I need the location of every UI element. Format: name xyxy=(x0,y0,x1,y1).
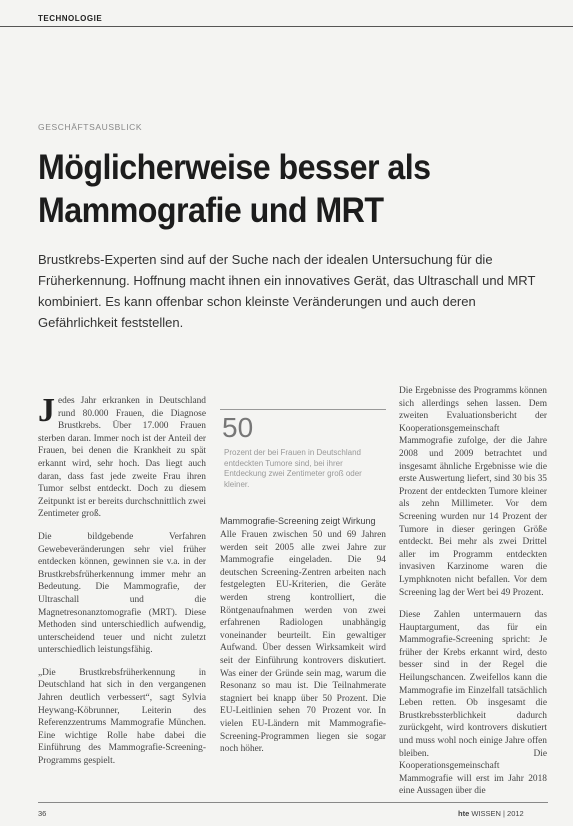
pull-quote-text: Prozent der bei Frauen in Deutschland entdeckten Tumore sind, bei ihrer Entdeckung zwei Zentimeter groß oder kleiner. xyxy=(224,448,362,489)
column-2 xyxy=(220,515,386,766)
pull-quote-rule xyxy=(220,409,386,410)
paragraph: Die Ergebnisse des Programms können sich allerdings sehen lassen. Dem zweiten Evaluationsbericht der Kooperationsgemeinschaft Mammografie zufolge, der die Jahre 2008 und 2009 betrachtet und insgesamt ähnliche Ergebnisse wie die erste Auswertung liefert, sind 30 bis 35 Prozent der entdeckten Tumore kleiner als zehn Millimeter. Vor dem Screening wurden nur 14 Prozent der Tumore in dieser geringen Größe entdeckt. Bei mehr als zwei Drittel aller im Programm entdeckten invasiven Karzinome waren die Lymphknoten nicht befallen. Vor dem Screening lag der Wert bei 49 Prozent. xyxy=(399,386,547,598)
journal-name: hte xyxy=(458,809,470,818)
page-number: 36 xyxy=(38,809,47,818)
top-rule xyxy=(0,26,573,27)
paragraph-text: edes Jahr erkranken in Deutschland rund 80.000 Frauen, die Diagnose Brustkrebs. Über 17.000 Frauen sterben daran. Immer noch ist der Anteil der Frauen, bei denen die Krankheit zu spät erkannt wird, sehr hoch. Das liegt auch daran, dass fast jede zweite Frau ihren Tumor selbst entdeckt. Doch zu diesem Zeitpunkt ist er bereits durchschnittlich zwei Zentimeter groß. xyxy=(38,396,206,520)
drop-cap: J xyxy=(38,392,55,429)
bottom-rule xyxy=(38,802,548,803)
column-1 xyxy=(38,392,206,778)
journal-footer xyxy=(458,809,524,818)
paragraph xyxy=(38,392,206,521)
paragraph: Alle Frauen zwischen 50 und 69 Jahren werden seit 2005 alle zwei Jahre zur Mammografie eingeladen. Die 94 deutschen Screening-Zentren arbeiten nach festgelegten EU-Kriterien, die Geräte werden streng kontrolliert, die Röntgenaufnahmen werden von zwei erfahrenen Radiologen unabhängig voneinander beurteilt. Ein gewaltiger Aufwand. Über dessen Wirksamkeit wird seit der Einführung kontrovers diskutiert. Was einer der Gründe sein mag, warum die Resonanz so mau ist. Die Teilnahmerate stagniert bei knapp über 50 Prozent. Die EU-Leitlinien sehen 70 Prozent vor. In vielen EU-Ländern mit Mammografie-Screening-Programmen liegen sie sogar noch höher. xyxy=(220,530,386,755)
lead-paragraph: Brustkrebs-Experten sind auf der Suche nach der idealen Untersuchung für die Früherkennung. Hoffnung macht ihnen ein innovatives Gerät, das Ultraschall und MRT kombiniert. Es kann offenbar schon kleinste Veränderungen und auch deren Gefährlichkeit feststellen. xyxy=(38,252,536,330)
sub-heading: Mammografie-Screening zeigt Wirkung xyxy=(220,516,376,526)
paragraph: Diese Zahlen untermauern das Hauptargument, das für ein Mammografie-Screening spricht: Je früher der Krebs erkannt wird, desto besser sind in der Regel die Heilungschancen. Zweifellos kann die Mammografie im Einzelfall tatsächlich Leben retten. Ob insgesamt die Brustkrebssterblichkeit dadurch zurückgeht, wird kontrovers diskutiert und muss wohl noch einige Jahre offen bleiben. Die Kooperationsgemeinschaft Mammografie will erst im Jahr 2018 eine Aussagen über die xyxy=(399,610,547,797)
column-3 xyxy=(399,385,547,808)
kicker: GESCHÄFTSAUSBLICK xyxy=(38,122,143,132)
headline: Möglicherweise besser als Mammografie und MRT xyxy=(38,148,431,230)
paragraph: Die bildgebende Verfahren Gewebeveränderungen sehr viel früher entdecken können, gewinnen sie v.a. in der Brustkrebsfrüherkennung immer mehr an Bedeutung. Die Mammografie, der Ultraschall und die Magnetresonanztomografie (MRT). Diese Methoden sind unterschiedlich aufwendig, unterscheidend teuer und nicht zuletzt unterschiedlich leistungsfähig. xyxy=(38,531,206,656)
paragraph: „Die Brustkrebsfrüherkennung in Deutschland hat sich in den vergangenen Jahren deutlich verbessert“, sagt Sylvia Heywang-Köbrunner, Leiterin des Referenzzentrums Mammografie München. Eine wichtige Rolle habe dabei die Einführung des Mammografie-Screening-Programms gespielt. xyxy=(38,667,206,767)
journal-issue: WISSEN | 2012 xyxy=(469,809,524,818)
section-label: TECHNOLOGIE xyxy=(38,14,103,23)
pull-quote-number: 50 xyxy=(222,412,254,443)
